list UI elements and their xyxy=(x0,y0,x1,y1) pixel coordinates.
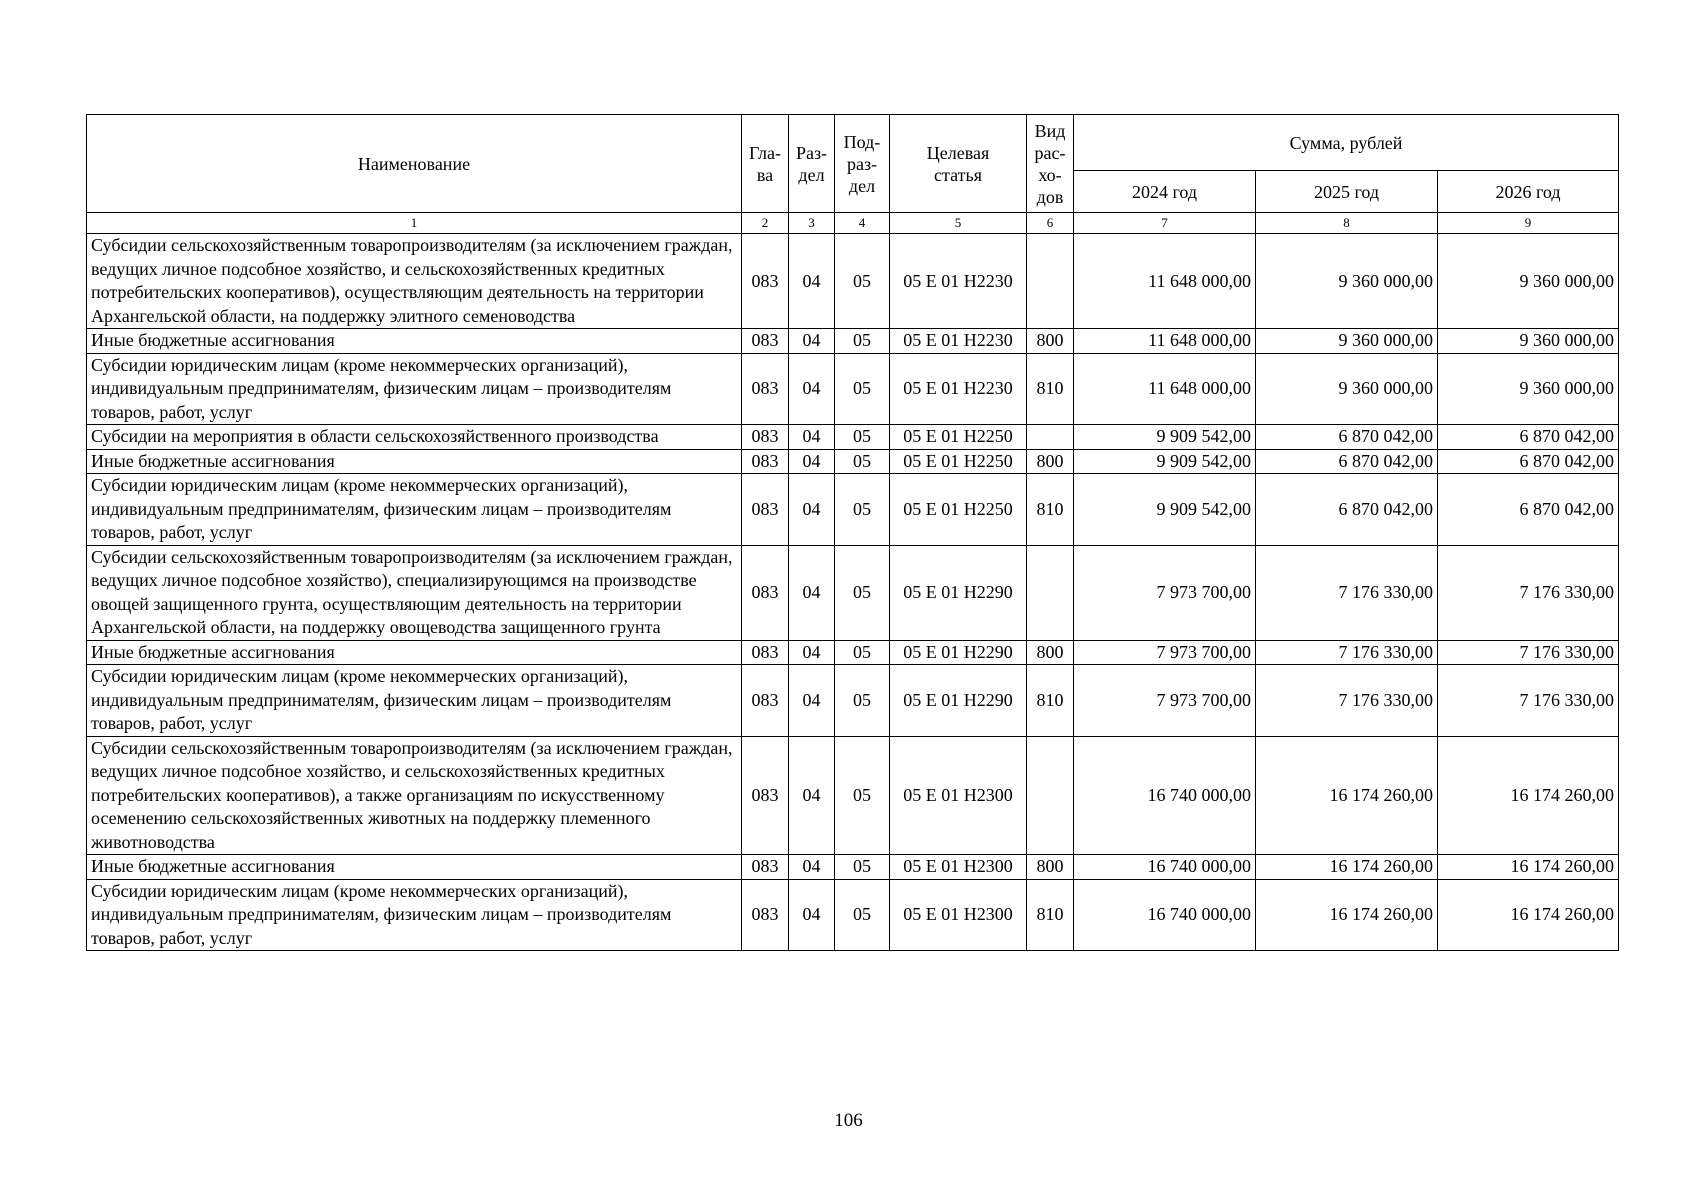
row-name: Субсидии сельскохозяйственным товаропроизводителям (за исключением граждан, ведущих личное подсобное хозяйство, и сельскохозяйственных кредитных потребительских кооперативов), осуществляющим деятельность на территории Архангельской области, на поддержку элитного семеноводства xyxy=(87,234,742,329)
row-name: Субсидии сельскохозяйственным товаропроизводителям (за исключением граждан, ведущих личное подсобное хозяйство), специализирующимся на производстве овощей защищенного грунта, осуществляющим деятельность на территории Архангельской области, на поддержку овощеводства защищенного грунта xyxy=(87,545,742,640)
row-podrazdel: 05 xyxy=(835,425,890,450)
row-razdel: 04 xyxy=(789,449,835,474)
column-number: 6 xyxy=(1027,213,1074,234)
row-expense-type xyxy=(1027,545,1074,640)
row-amount-2026: 16 174 260,00 xyxy=(1438,879,1619,951)
row-amount-2025: 9 360 000,00 xyxy=(1256,234,1438,329)
row-amount-2025: 16 174 260,00 xyxy=(1256,879,1438,951)
row-glava: 083 xyxy=(742,879,789,951)
row-amount-2024: 7 973 700,00 xyxy=(1074,665,1256,737)
row-podrazdel: 05 xyxy=(835,234,890,329)
table-header xyxy=(87,115,1619,234)
row-expense-type: 810 xyxy=(1027,353,1074,425)
row-name: Субсидии юридическим лицам (кроме некоммерческих организаций), индивидуальным предпринимателям, физическим лицам – производителям товаров, работ, услуг xyxy=(87,879,742,951)
row-razdel: 04 xyxy=(789,665,835,737)
header-year-2026: 2026 год xyxy=(1438,171,1619,213)
row-name: Иные бюджетные ассигнования xyxy=(87,449,742,474)
row-razdel: 04 xyxy=(789,234,835,329)
table-row xyxy=(87,329,1619,354)
row-razdel: 04 xyxy=(789,545,835,640)
row-amount-2024: 7 973 700,00 xyxy=(1074,545,1256,640)
table-row xyxy=(87,665,1619,737)
row-expense-type: 800 xyxy=(1027,449,1074,474)
row-razdel: 04 xyxy=(789,353,835,425)
row-target-article: 05 Е 01 Н2290 xyxy=(890,545,1027,640)
row-amount-2025: 7 176 330,00 xyxy=(1256,640,1438,665)
row-amount-2025: 16 174 260,00 xyxy=(1256,855,1438,880)
row-expense-type: 810 xyxy=(1027,474,1074,546)
row-amount-2025: 7 176 330,00 xyxy=(1256,545,1438,640)
header-expense-type: Вид рас- хо- дов xyxy=(1027,115,1074,213)
header-year-2025: 2025 год xyxy=(1256,171,1438,213)
row-name: Субсидии юридическим лицам (кроме некоммерческих организаций), индивидуальным предпринимателям, физическим лицам – производителям товаров, работ, услуг xyxy=(87,474,742,546)
row-expense-type xyxy=(1027,736,1074,855)
row-name: Иные бюджетные ассигнования xyxy=(87,855,742,880)
row-glava: 083 xyxy=(742,425,789,450)
row-expense-type: 800 xyxy=(1027,329,1074,354)
row-amount-2026: 6 870 042,00 xyxy=(1438,425,1619,450)
row-razdel: 04 xyxy=(789,736,835,855)
row-podrazdel: 05 xyxy=(835,879,890,951)
row-name: Субсидии юридическим лицам (кроме некоммерческих организаций), индивидуальным предпринимателям, физическим лицам – производителям товаров, работ, услуг xyxy=(87,353,742,425)
row-podrazdel: 05 xyxy=(835,474,890,546)
row-target-article: 05 Е 01 Н2300 xyxy=(890,736,1027,855)
row-amount-2024: 16 740 000,00 xyxy=(1074,879,1256,951)
row-amount-2024: 16 740 000,00 xyxy=(1074,855,1256,880)
row-amount-2025: 6 870 042,00 xyxy=(1256,425,1438,450)
row-amount-2026: 6 870 042,00 xyxy=(1438,449,1619,474)
row-target-article: 05 Е 01 Н2290 xyxy=(890,665,1027,737)
column-number: 4 xyxy=(835,213,890,234)
row-glava: 083 xyxy=(742,545,789,640)
row-expense-type: 800 xyxy=(1027,855,1074,880)
column-number: 7 xyxy=(1074,213,1256,234)
row-podrazdel: 05 xyxy=(835,665,890,737)
row-expense-type xyxy=(1027,425,1074,450)
row-podrazdel: 05 xyxy=(835,640,890,665)
header-sum: Сумма, рублей xyxy=(1074,115,1619,171)
row-expense-type: 800 xyxy=(1027,640,1074,665)
row-podrazdel: 05 xyxy=(835,545,890,640)
row-target-article: 05 Е 01 Н2230 xyxy=(890,329,1027,354)
row-glava: 083 xyxy=(742,234,789,329)
row-target-article: 05 Е 01 Н2230 xyxy=(890,234,1027,329)
table-row xyxy=(87,449,1619,474)
row-glava: 083 xyxy=(742,855,789,880)
header-podrazdel: Под- раз- дел xyxy=(835,115,890,213)
row-amount-2026: 7 176 330,00 xyxy=(1438,640,1619,665)
column-number: 3 xyxy=(789,213,835,234)
row-glava: 083 xyxy=(742,736,789,855)
table-row xyxy=(87,855,1619,880)
row-amount-2026: 9 360 000,00 xyxy=(1438,329,1619,354)
row-glava: 083 xyxy=(742,474,789,546)
row-amount-2025: 9 360 000,00 xyxy=(1256,329,1438,354)
row-target-article: 05 Е 01 Н2230 xyxy=(890,353,1027,425)
row-amount-2026: 9 360 000,00 xyxy=(1438,353,1619,425)
column-number: 2 xyxy=(742,213,789,234)
column-number: 8 xyxy=(1256,213,1438,234)
header-glava: Гла- ва xyxy=(742,115,789,213)
table-row xyxy=(87,640,1619,665)
row-name: Субсидии юридическим лицам (кроме некоммерческих организаций), индивидуальным предпринимателям, физическим лицам – производителям товаров, работ, услуг xyxy=(87,665,742,737)
table-row xyxy=(87,879,1619,951)
row-amount-2024: 11 648 000,00 xyxy=(1074,234,1256,329)
table-row xyxy=(87,425,1619,450)
row-podrazdel: 05 xyxy=(835,855,890,880)
row-expense-type: 810 xyxy=(1027,665,1074,737)
row-glava: 083 xyxy=(742,353,789,425)
row-amount-2026: 16 174 260,00 xyxy=(1438,855,1619,880)
table-row xyxy=(87,736,1619,855)
row-podrazdel: 05 xyxy=(835,329,890,354)
row-podrazdel: 05 xyxy=(835,736,890,855)
row-amount-2025: 16 174 260,00 xyxy=(1256,736,1438,855)
row-name: Иные бюджетные ассигнования xyxy=(87,329,742,354)
row-amount-2024: 16 740 000,00 xyxy=(1074,736,1256,855)
row-amount-2026: 6 870 042,00 xyxy=(1438,474,1619,546)
row-amount-2026: 16 174 260,00 xyxy=(1438,736,1619,855)
table-row xyxy=(87,353,1619,425)
budget-table-container xyxy=(86,114,1618,951)
row-target-article: 05 Е 01 Н2290 xyxy=(890,640,1027,665)
column-number: 5 xyxy=(890,213,1027,234)
budget-table xyxy=(86,114,1619,951)
row-glava: 083 xyxy=(742,329,789,354)
row-amount-2025: 6 870 042,00 xyxy=(1256,449,1438,474)
row-amount-2025: 9 360 000,00 xyxy=(1256,353,1438,425)
row-amount-2026: 9 360 000,00 xyxy=(1438,234,1619,329)
row-glava: 083 xyxy=(742,640,789,665)
column-number-row xyxy=(87,213,1619,234)
row-razdel: 04 xyxy=(789,474,835,546)
row-target-article: 05 Е 01 Н2250 xyxy=(890,474,1027,546)
row-amount-2025: 7 176 330,00 xyxy=(1256,665,1438,737)
header-year-2024: 2024 год xyxy=(1074,171,1256,213)
row-podrazdel: 05 xyxy=(835,449,890,474)
row-razdel: 04 xyxy=(789,855,835,880)
row-amount-2024: 9 909 542,00 xyxy=(1074,449,1256,474)
row-amount-2026: 7 176 330,00 xyxy=(1438,665,1619,737)
row-razdel: 04 xyxy=(789,329,835,354)
row-expense-type: 810 xyxy=(1027,879,1074,951)
row-amount-2024: 9 909 542,00 xyxy=(1074,425,1256,450)
table-row xyxy=(87,545,1619,640)
row-glava: 083 xyxy=(742,449,789,474)
row-target-article: 05 Е 01 Н2250 xyxy=(890,425,1027,450)
row-amount-2024: 11 648 000,00 xyxy=(1074,329,1256,354)
row-name: Субсидии на мероприятия в области сельскохозяйственного производства xyxy=(87,425,742,450)
row-amount-2024: 9 909 542,00 xyxy=(1074,474,1256,546)
row-podrazdel: 05 xyxy=(835,353,890,425)
row-razdel: 04 xyxy=(789,879,835,951)
row-razdel: 04 xyxy=(789,425,835,450)
row-amount-2025: 6 870 042,00 xyxy=(1256,474,1438,546)
row-target-article: 05 Е 01 Н2300 xyxy=(890,855,1027,880)
header-name: Наименование xyxy=(87,115,742,213)
header-target-article: Целевая статья xyxy=(890,115,1027,213)
table-body xyxy=(87,234,1619,951)
header-razdel: Раз- дел xyxy=(789,115,835,213)
row-razdel: 04 xyxy=(789,640,835,665)
column-number: 9 xyxy=(1438,213,1619,234)
row-name: Иные бюджетные ассигнования xyxy=(87,640,742,665)
row-glava: 083 xyxy=(742,665,789,737)
row-amount-2026: 7 176 330,00 xyxy=(1438,545,1619,640)
row-amount-2024: 11 648 000,00 xyxy=(1074,353,1256,425)
table-row xyxy=(87,474,1619,546)
row-expense-type xyxy=(1027,234,1074,329)
row-amount-2024: 7 973 700,00 xyxy=(1074,640,1256,665)
row-target-article: 05 Е 01 Н2300 xyxy=(890,879,1027,951)
column-number: 1 xyxy=(87,213,742,234)
row-target-article: 05 Е 01 Н2250 xyxy=(890,449,1027,474)
table-row xyxy=(87,234,1619,329)
page-number: 106 xyxy=(834,1110,863,1131)
row-name: Субсидии сельскохозяйственным товаропроизводителям (за исключением граждан, ведущих личное подсобное хозяйство, и сельскохозяйственных кредитных потребительских кооперативов), а также организациям по искусственному осеменению сельскохозяйственных животных на поддержку племенного животноводства xyxy=(87,736,742,855)
